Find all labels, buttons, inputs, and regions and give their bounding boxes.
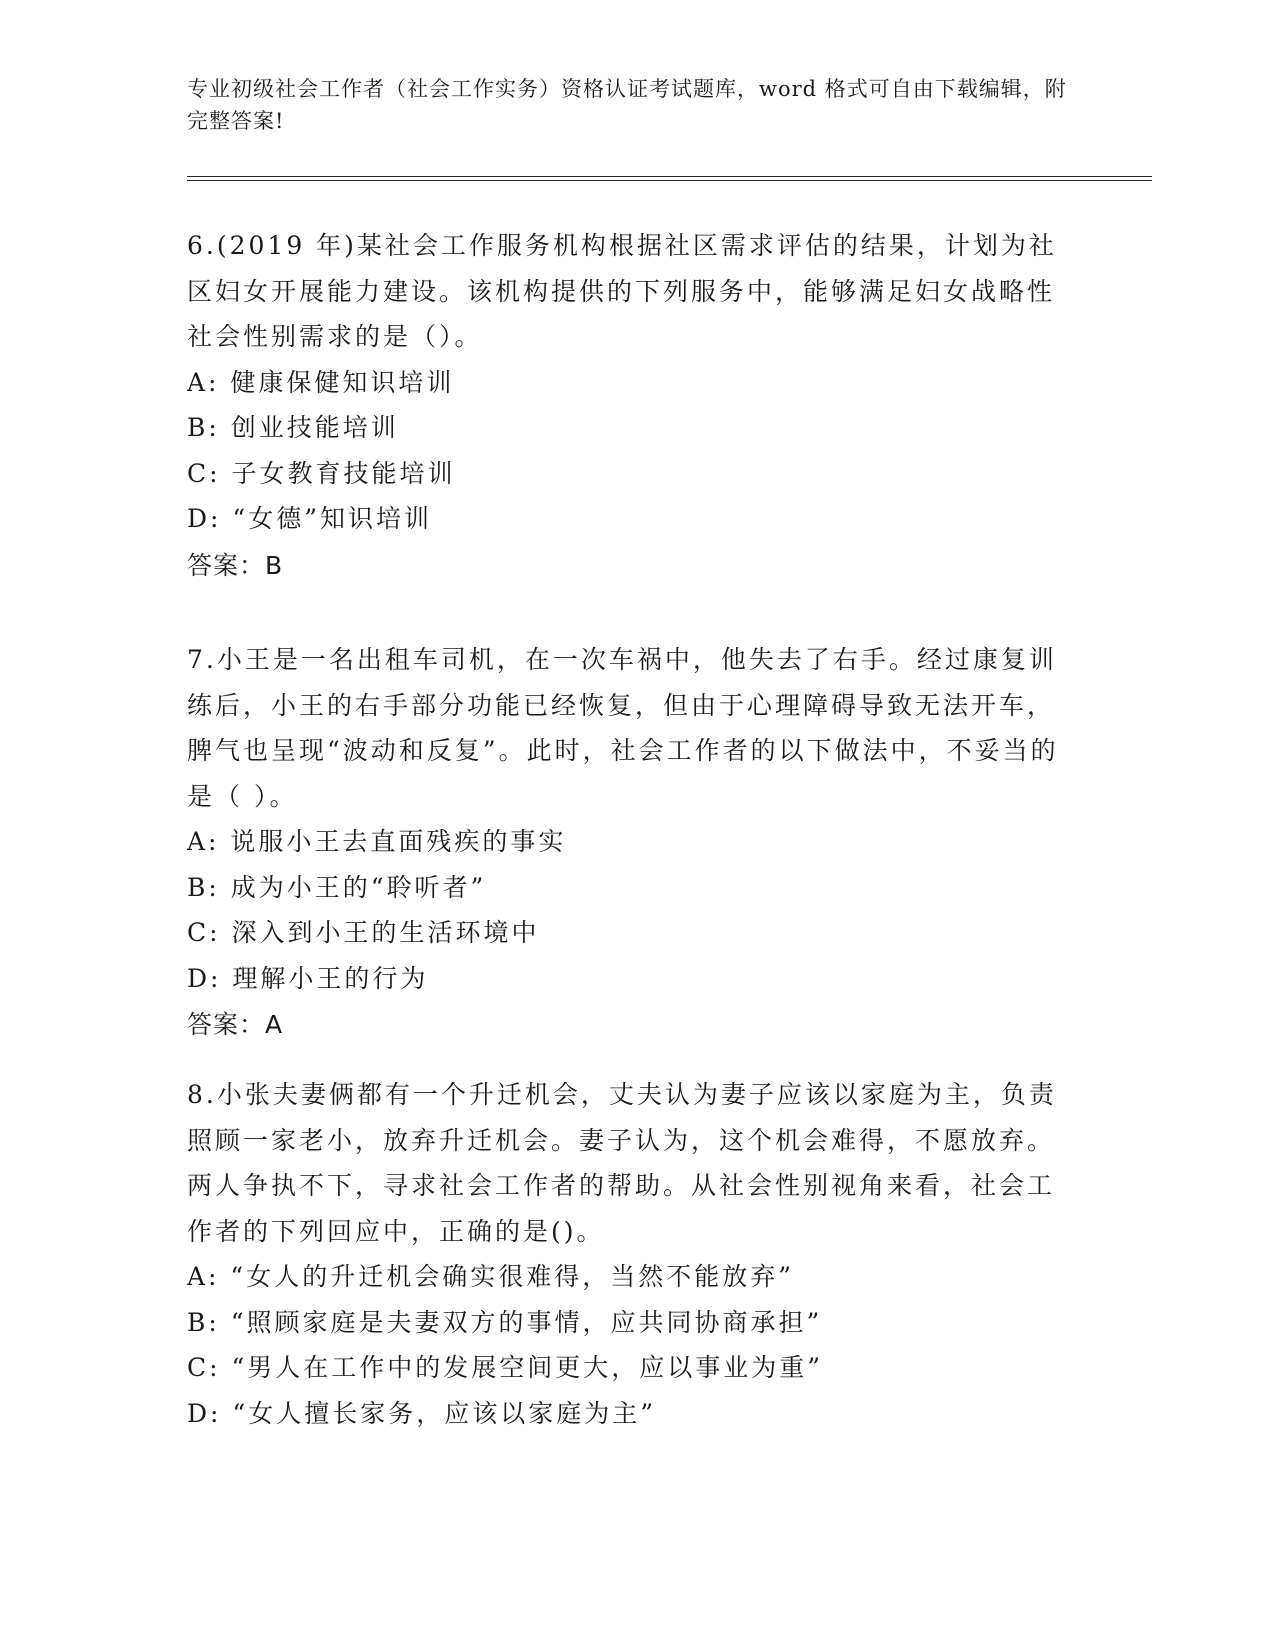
option-b: B: “照顾家庭是夫妻双方的事情，应共同协商承担” [187,1307,823,1337]
header-divider [187,176,1152,181]
option-c: C: “男人在工作中的发展空间更大，应以事业为重” [187,1353,824,1382]
option-a: A: “女人的升迁机会确实很难得，当然不能放弃” [187,1262,794,1291]
option-d: D: “女人擅长家务，应该以家庭为主” [187,1398,656,1428]
answer: 答案：A [187,1010,284,1039]
option-d: D: 理解小王的行为 [187,963,429,993]
question-stem: 7.小王是一名出租车司机，在一次车祸中，他失去了右手。经过康复训练后，小王的右手部分功能已经恢复，但由于心理障碍导致无法开车，脾气也呈现“波动和反复”。此时，社会工作者的以下做法中，不妥当的是（ ）。 [187,645,1059,811]
question-stem: 6.(2019 年)某社会工作服务机构根据社区需求评估的结果，计划为社区妇女开展能力建设。该机构提供的下列服务中，能够满足妇女战略性社会性别需求的是（）。 [187,231,1057,351]
option-a: A: 健康保健知识培训 [187,367,455,397]
option-d: D: “女德”知识培训 [187,504,432,533]
option-b: B: 成为小王的“聆听者” [187,872,487,902]
answer: 答案：B [187,550,284,580]
question-stem: 8.小张夫妻俩都有一个升迁机会，丈夫认为妻子应该以家庭为主，负责照顾一家老小，放弃升迁机会。妻子认为，这个机会难得，不愿放弃。两人争执不下，寻求社会工作者的帮助。从社会性别视角来看，社会工作者的下列回应中，正确的是()。 [187,1080,1057,1246]
option-b: B: 创业技能培训 [187,413,399,442]
question-7 [187,637,1067,1048]
question-8 [187,1072,1067,1436]
option-c: C: 子女教育技能培训 [187,458,456,488]
page-header: 专业初级社会工作者（社会工作实务）资格认证考试题库，word 格式可自由下载编辑，附完整答案! [187,77,1067,133]
option-a: A: 说服小王去直面残疾的事实 [187,827,567,856]
option-c: C: 深入到小王的生活环境中 [187,918,540,947]
question-6 [187,223,1067,588]
